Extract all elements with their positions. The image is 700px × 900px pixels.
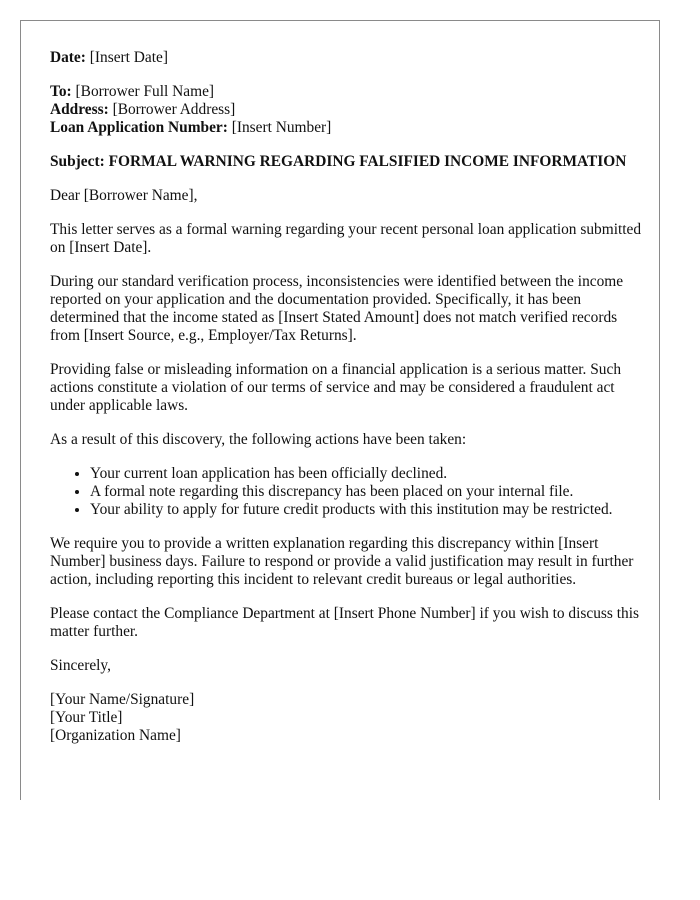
list-item: • Your ability to apply for future credit products with this institution may be restricted. <box>90 501 650 519</box>
to-label: To: <box>50 83 72 100</box>
salutation: Dear [Borrower Name], <box>50 187 198 204</box>
paragraph-intro: This letter serves as a formal warning regarding your recent personal loan application submitted on [Insert Date]. <box>50 221 642 256</box>
signature-organization: [Organization Name] <box>50 727 181 744</box>
address-line <box>50 101 650 119</box>
address-value: [Borrower Address] <box>112 101 236 118</box>
loan-number-label: Loan Application Number: <box>50 119 228 136</box>
signoff: Sincerely, <box>50 657 111 674</box>
paragraph-explanation-request: We require you to provide a written explanation regarding this discrepancy within [Insert Number] business days. Failure to respond or provide a valid justification may result in further action, including reporting this incident to relevant credit bureaus or legal authorities. <box>50 535 634 588</box>
paragraph-verification: During our standard verification process, inconsistencies were identified between the income reported on your application and the documentation provided. Specifically, it has been determined that the income stated as [Insert Stated Amount] does not match verified records from [Insert Source, e.g., Employer/Tax Returns]. <box>50 273 624 344</box>
signature-title: [Your Title] <box>50 709 123 726</box>
subject-line <box>50 153 650 171</box>
letter-page <box>20 20 660 800</box>
subject-label: Subject: <box>50 153 105 170</box>
signature-name: [Your Name/Signature] <box>50 691 195 708</box>
paragraph-seriousness: Providing false or misleading information on a financial application is a serious matter. Such actions constitute a violation of our terms of service and may be considered a fraudulent act under applicable laws. <box>50 361 622 414</box>
list-item: • Your current loan application has been officially declined. <box>90 465 650 483</box>
actions-list <box>50 465 650 519</box>
list-item: • A formal note regarding this discrepancy has been placed on your internal file. <box>90 483 650 501</box>
to-line <box>50 83 650 101</box>
subject-text: FORMAL WARNING REGARDING FALSIFIED INCOME INFORMATION <box>108 153 627 170</box>
recipient-block <box>50 83 650 137</box>
paragraph-contact: Please contact the Compliance Department at [Insert Phone Number] if you wish to discuss this matter further. <box>50 605 639 640</box>
loan-number-line <box>50 119 650 137</box>
date-line <box>50 49 650 67</box>
signature-block <box>50 691 650 745</box>
loan-number-value: [Insert Number] <box>231 119 332 136</box>
to-value: [Borrower Full Name] <box>75 83 215 100</box>
date-label: Date: <box>50 49 86 66</box>
date-value: [Insert Date] <box>89 49 168 66</box>
paragraph-actions-intro: As a result of this discovery, the following actions have been taken: <box>50 431 467 448</box>
address-label: Address: <box>50 101 109 118</box>
letter-body <box>50 49 650 745</box>
